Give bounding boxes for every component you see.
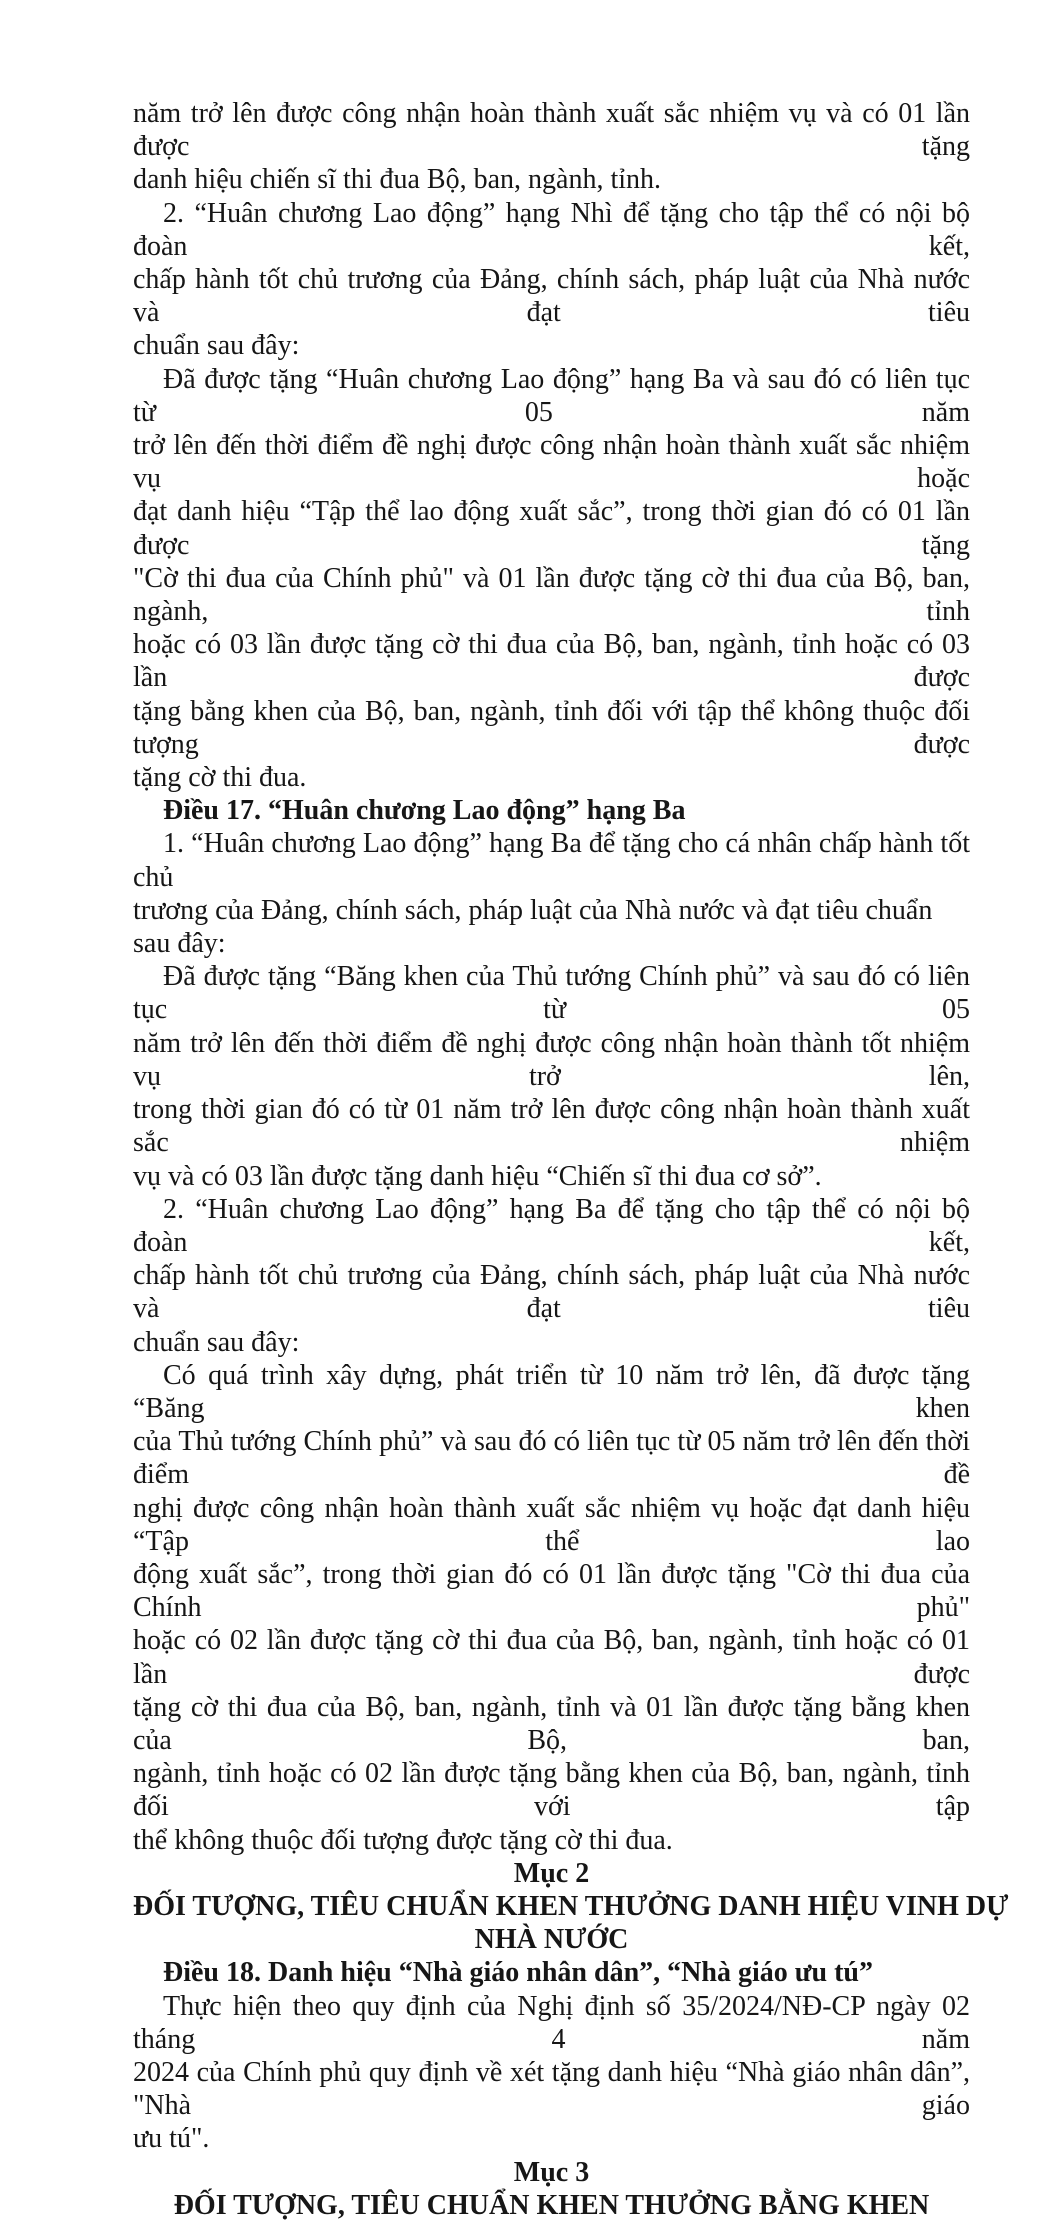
text-line: trở lên đến thời điểm đề nghị được công nhận hoàn thành xuất sắc nhiệm vụ hoặc [133, 430, 970, 495]
text-line: Có quá trình xây dựng, phát triển từ 10 năm trở lên, đã được tặng “Băng khen [133, 1359, 970, 1424]
text-line: nghị được công nhận hoàn thành xuất sắc nhiệm vụ hoặc đạt danh hiệu “Tập thể lao [133, 1492, 970, 1557]
text-line: năm trở lên được công nhận hoàn thành xuất sắc nhiệm vụ và có 01 lần được tặng [133, 98, 970, 163]
text-line: chuẩn sau đây: [133, 330, 300, 362]
text-line: ĐỐI TƯỢNG, TIÊU CHUẨN KHEN THƯỞNG DANH HIỆU VINH DỰ [133, 1890, 1009, 1922]
text-line: ĐỐI TƯỢNG, TIÊU CHUẨN KHEN THƯỞNG BẰNG KHEN [173, 2189, 930, 2221]
paragraph [133, 1359, 970, 1857]
paragraph [133, 827, 970, 960]
text-line: Mục 2 [513, 1857, 590, 1889]
text-line: động xuất sắc”, trong thời gian đó có 01 lần được tặng "Cờ thi đua của Chính phủ" [133, 1558, 970, 1624]
paragraph [133, 1990, 970, 2156]
text-line: Điều 17. “Huân chương Lao động” hạng Ba [163, 795, 686, 827]
text-line: hoặc có 03 lần được tặng cờ thi đua của Bộ, ban, ngành, tỉnh hoặc có 03 lần được [133, 629, 970, 694]
section-title [133, 1890, 1009, 1956]
text-line: trong thời gian đó có từ 01 năm trở lên được công nhận hoàn thành xuất sắc nhiệm [133, 1094, 970, 1159]
text-line: vụ và có 03 lần được tặng danh hiệu “Chiến sĩ thi đua cơ sở”. [133, 1160, 822, 1192]
text-line: tặng cờ thi đua của Bộ, ban, ngành, tỉnh và 01 lần được tặng bằng khen của Bộ, ban, [133, 1691, 970, 1756]
text-line: Đã được tặng “Huân chương Lao động” hạng Ba và sau đó có liên tục từ 05 năm [133, 363, 970, 428]
text-line: 2. “Huân chương Lao động” hạng Ba để tặng cho tập thể có nội bộ đoàn kết, [133, 1193, 970, 1258]
text-line: NHÀ NƯỚC [474, 1924, 629, 1956]
paragraph [133, 1193, 970, 1359]
text-line: danh hiệu chiến sĩ thi đua Bộ, ban, ngành, tỉnh. [133, 164, 662, 196]
text-line: đạt danh hiệu “Tập thể lao động xuất sắc”, trong thời gian đó có 01 lần được tặng [133, 496, 970, 561]
section-label [133, 2156, 970, 2189]
text-line: ngành, tỉnh hoặc có 02 lần được tặng bằng khen của Bộ, ban, ngành, tỉnh đối với tập [133, 1758, 970, 1823]
text-line: chấp hành tốt chủ trương của Đảng, chính sách, pháp luật của Nhà nước và đạt tiêu [133, 1260, 970, 1325]
text-line: 1. “Huân chương Lao động” hạng Ba để tặng cho cá nhân chấp hành tốt chủ [133, 828, 970, 893]
article-heading [133, 794, 970, 827]
paragraph [133, 960, 970, 1192]
text-line: 2. “Huân chương Lao động” hạng Nhì để tặng cho tập thể có nội bộ đoàn kết, [133, 197, 970, 262]
text-line: Thực hiện theo quy định của Nghị định số 35/2024/NĐ-CP ngày 02 tháng 4 năm [133, 1990, 970, 2055]
text-line: trương của Đảng, chính sách, pháp luật của Nhà nước và đạt tiêu chuẩn sau đây: [133, 894, 933, 960]
section-title [133, 2189, 970, 2222]
paragraph-continuation [133, 97, 970, 197]
text-line: hoặc có 02 lần được tặng cờ thi đua của Bộ, ban, ngành, tỉnh hoặc có 01 lần được [133, 1625, 970, 1690]
text-line: thể không thuộc đối tượng được tặng cờ thi đua. [133, 1824, 673, 1856]
text-line: chấp hành tốt chủ trương của Đảng, chính sách, pháp luật của Nhà nước và đạt tiêu [133, 264, 970, 329]
paragraph [133, 197, 970, 363]
text-line: chuẩn sau đây: [133, 1326, 300, 1358]
article-heading [133, 1956, 970, 1989]
text-line: Đã được tặng “Băng khen của Thủ tướng Chính phủ” và sau đó có liên tục từ 05 [133, 961, 970, 1026]
text-line: năm trở lên đến thời điểm đề nghị được công nhận hoàn thành tốt nhiệm vụ trở lên, [133, 1027, 970, 1092]
text-line: tặng bằng khen của Bộ, ban, ngành, tỉnh đối với tập thể không thuộc đối tượng được [133, 695, 970, 760]
text-line: ưu tú". [133, 2123, 210, 2155]
text-line: tặng cờ thi đua. [133, 762, 307, 794]
text-line: Mục 3 [513, 2156, 590, 2188]
text-line: 2024 của Chính phủ quy định về xét tặng danh hiệu “Nhà giáo nhân dân”, "Nhà giáo [133, 2056, 970, 2122]
text-line: "Cờ thi đua của Chính phủ" và 01 lần được tặng cờ thi đua của Bộ, ban, ngành, tỉnh [133, 562, 970, 628]
paragraph [133, 363, 970, 795]
text-line: của Thủ tướng Chính phủ” và sau đó có liên tục từ 05 năm trở lên đến thời điểm đề [133, 1426, 970, 1491]
section-label [133, 1857, 970, 1890]
text-line: Điều 18. Danh hiệu “Nhà giáo nhân dân”, “Nhà giáo ưu tú” [163, 1957, 873, 1989]
